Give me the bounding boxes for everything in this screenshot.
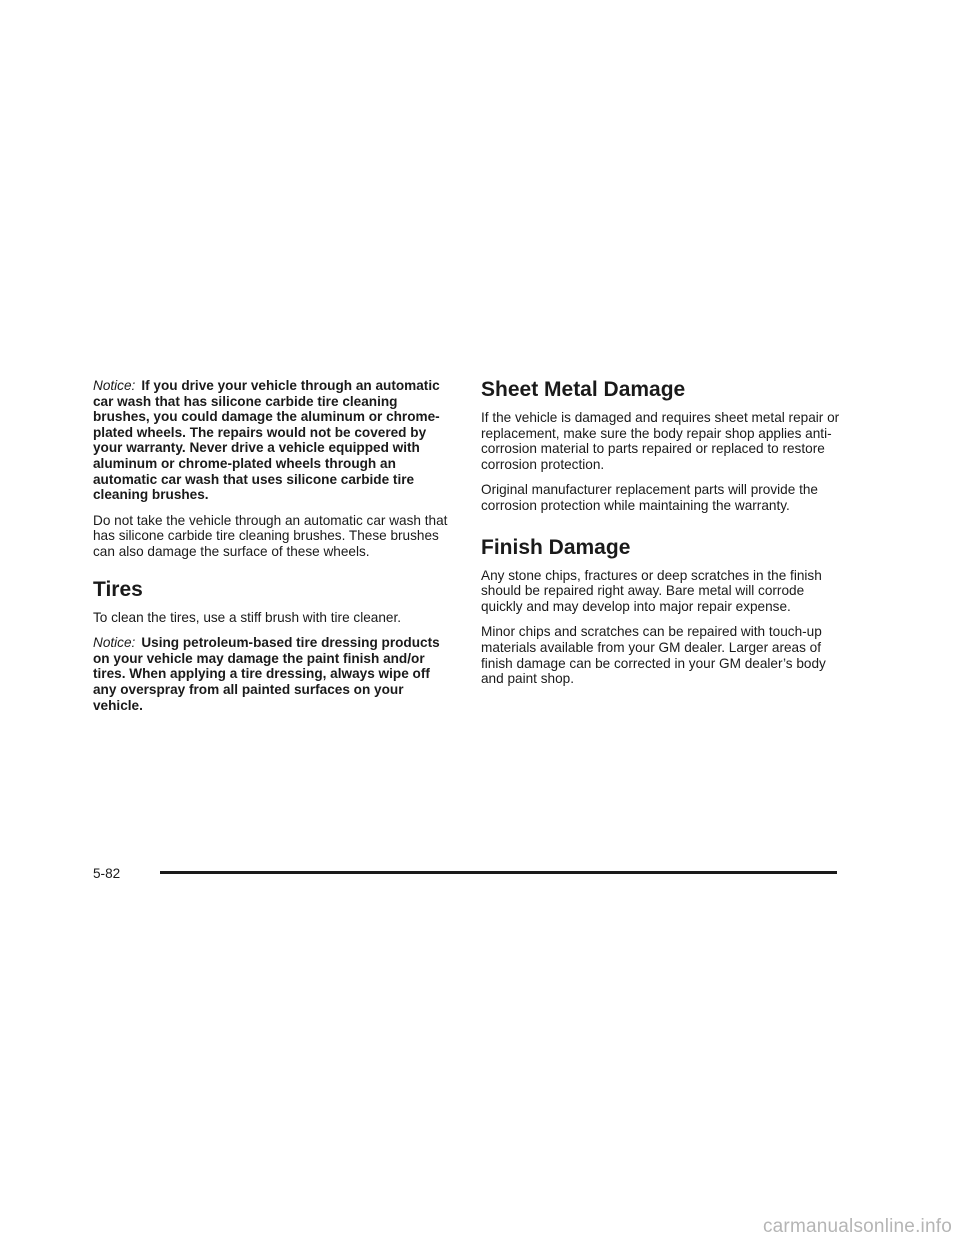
tires-heading: Tires <box>93 577 143 601</box>
sheet-metal-paragraph-1: If the vehicle is damaged and requires sheet metal repair or replacement, make sure the body repair shop applies anti-corrosion material to parts repaired or replaced to restore corrosion protection. <box>481 410 840 472</box>
notice-label: Notice: <box>93 378 136 393</box>
notice-tire-dressing <box>93 635 456 713</box>
notice-body: If you drive your vehicle through an automatic car wash that has silicone carbide tire cleaning brushes, you could damage the aluminum or chrome-plated wheels. The repairs would not be covered by your warranty. Never drive a vehicle equipped with aluminum or chrome-plated wheels through an automatic car wash that uses silicone carbide tire cleaning brushes. <box>93 378 440 503</box>
notice-body: Using petroleum-based tire dressing products on your vehicle may damage the paint finish and/or tires. When applying a tire dressing, always wipe off any overspray from all painted surfaces on your vehicle. <box>93 635 440 713</box>
finish-damage-paragraph-2: Minor chips and scratches can be repaired with touch-up materials available from your GM dealer. Larger areas of finish damage can be corrected in your GM dealer’s body and paint shop. <box>481 624 826 687</box>
notice-car-wash <box>93 378 456 503</box>
tires-paragraph: To clean the tires, use a stiff brush with tire cleaner. <box>93 609 402 625</box>
sheet-metal-heading: Sheet Metal Damage <box>481 378 686 401</box>
notice-label: Notice: <box>93 635 136 651</box>
watermark-text: carmanualsonline.info <box>762 1216 952 1237</box>
left-column <box>93 378 456 723</box>
right-column <box>481 378 844 697</box>
footer-divider <box>160 871 837 874</box>
finish-damage-paragraph-1: Any stone chips, fractures or deep scratches in the finish should be repaired right away. Bare metal will corrode quickly and may develop into major repair expense. <box>481 567 822 614</box>
finish-damage-heading: Finish Damage <box>481 535 631 559</box>
page-number: 5-82 <box>93 866 121 881</box>
sheet-metal-paragraph-2: Original manufacturer replacement parts will provide the corrosion protection while maintaining the warranty. <box>481 482 818 513</box>
car-wash-paragraph: Do not take the vehicle through an automatic car wash that has silicone carbide tire cleaning brushes. These brushes can also damage the surface of these wheels. <box>93 512 448 559</box>
